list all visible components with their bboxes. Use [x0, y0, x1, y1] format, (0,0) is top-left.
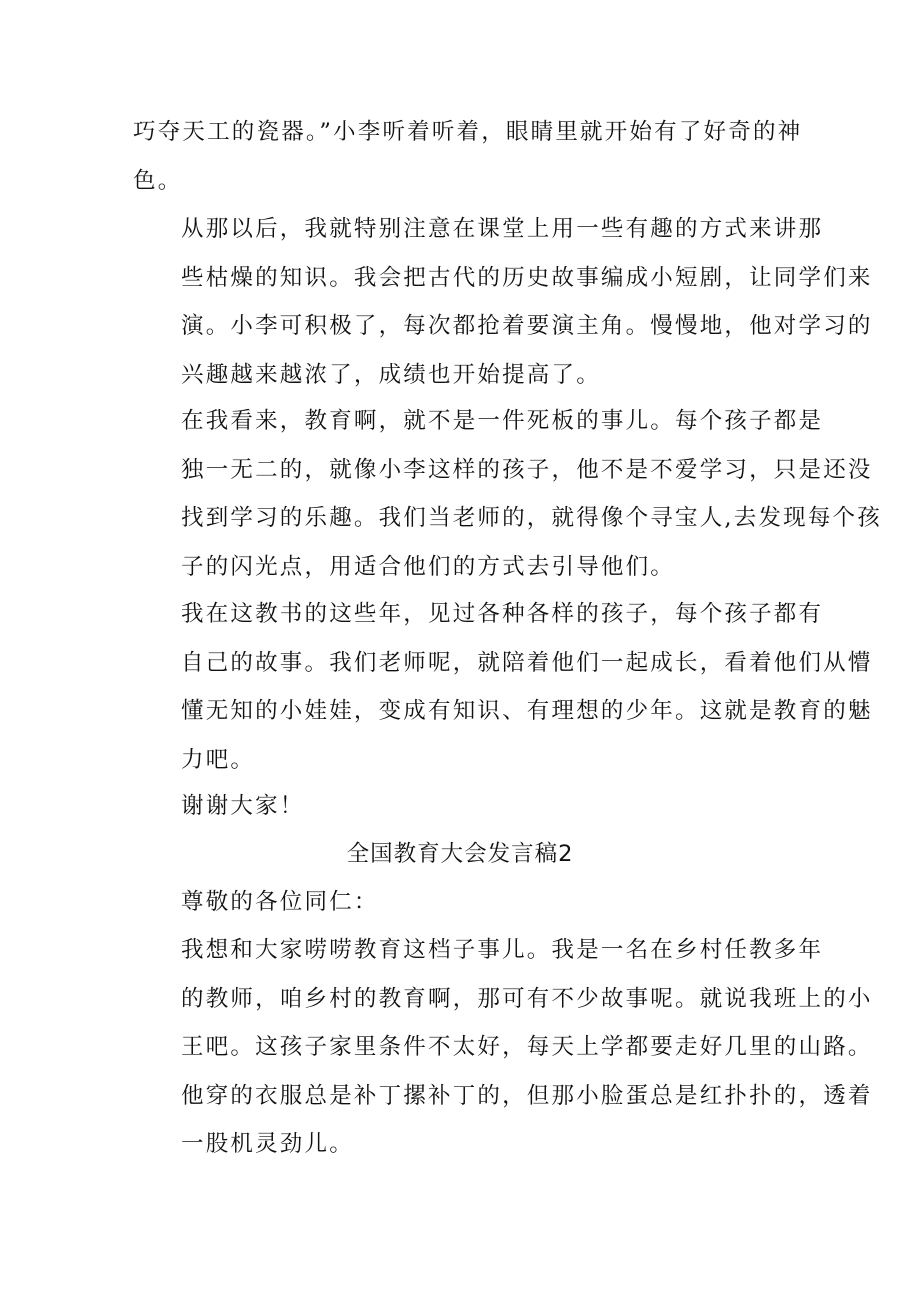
text-line: 巧夺天工的瓷器。”小李听着听着，眼睛里就开始有了好奇的神 [133, 119, 803, 145]
text-line: 尊敬的各位同仁： [181, 889, 379, 915]
text-line: 王吧。这孩子家里条件不太好，每天上学都要走好几里的山路。 [181, 1034, 873, 1060]
text-line: 自己的故事。我们老师呢，就陪着他们一起成长，看着他们从懵 [181, 649, 873, 676]
text-line: 子的闪光点，用适合他们的方式去引导他们。 [181, 553, 676, 580]
text-line: 演。小李可积极了，每次都抢着要演主角。慢慢地，他对学习的 [181, 313, 873, 339]
section-title: 全国教育大会发言稿2 [346, 841, 574, 867]
text-line: 谢谢大家！ [181, 793, 305, 819]
paragraph-curiosity [133, 108, 803, 205]
paragraph-years-teaching [133, 590, 873, 784]
salutation [133, 878, 793, 927]
text-line: 懂无知的小娃娃，变成有知识、有理想的少年。这就是教育的魅 [181, 698, 873, 724]
text-line: 我想和大家唠唠教育这档子事儿。我是一名在乡村任教多年 [181, 937, 824, 963]
text-line: 力吧。 [181, 746, 256, 773]
paragraph-education-view [133, 397, 882, 591]
text-line: 些枯燥的知识。我会把古代的历史故事编成小短剧，让同学们来 [181, 264, 873, 291]
text-line: 他穿的衣服总是补丁摞补丁的，但那小脸蛋总是红扑扑的，透着 [181, 1082, 873, 1109]
text-line: 一股机灵劲儿。 [181, 1131, 354, 1157]
text-line: 兴趣越来越浓了，成绩也开始提高了。 [181, 361, 601, 388]
text-line: 独一无二的，就像小李这样的孩子，他不是不爱学习，只是还没 [181, 456, 873, 483]
paragraph-rural-teacher [133, 926, 873, 1169]
paragraph-teaching-method [133, 205, 873, 399]
text-line: 从那以后，我就特别注意在课堂上用一些有趣的方式来讲那 [181, 216, 824, 242]
text-line: 在我看来，教育啊，就不是一件死板的事儿。每个孩子都是 [181, 408, 824, 434]
text-line: 色。 [133, 167, 183, 194]
paragraph-thanks [133, 782, 793, 831]
text-line: 我在这教书的这些年，见过各种各样的孩子，每个孩子都有 [181, 601, 824, 627]
text-line: 找到学习的乐趣。我们当老师的，就得像个寻宝人,去发现每个孩 [181, 505, 882, 531]
text-line: 的教师，咱乡村的教育啊，那可有不少故事呢。就说我班上的小 [181, 985, 873, 1012]
